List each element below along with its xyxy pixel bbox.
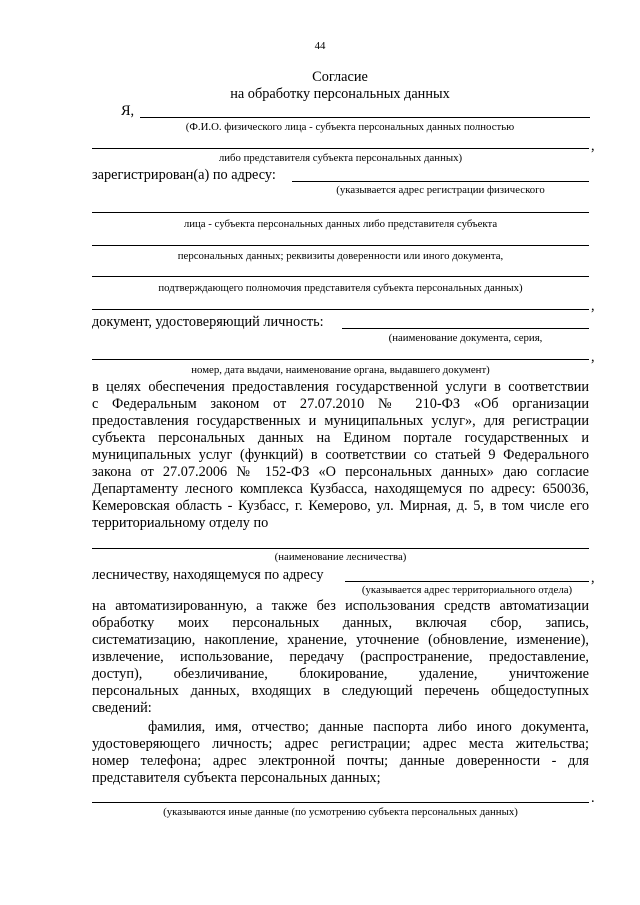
forestry-name-input-line[interactable]	[92, 548, 589, 549]
address-input-line-2[interactable]	[92, 212, 589, 213]
consent-line: Департаменту лесного комплекса Кузбасса, находящемуся по адресу: 650036,	[92, 481, 589, 497]
page-number: 44	[314, 40, 326, 52]
title-line-1: Согласие	[312, 69, 368, 85]
hint-document-1: (наименование документа, серия,	[388, 332, 543, 344]
processing-line: извлечение, использование, передачу (распространение, предоставление,	[92, 649, 589, 665]
fio-input-line-2[interactable]	[92, 148, 589, 149]
hint-address-3: персональных данных; реквизиты доверенности или иного документа,	[177, 250, 504, 262]
consent-line: субъекта персональных данных на Едином портале государственных и	[92, 430, 589, 446]
forestry-label: лесничеству, находящемуся по адресу	[92, 567, 324, 583]
consent-line: муниципальных услуг (функций) в соответствии со статьей 9 Федерального	[92, 447, 589, 463]
address-input-line-5[interactable]	[92, 309, 589, 310]
document-label: документ, удостоверяющий личность:	[92, 314, 324, 330]
consent-line: территориальному отделу по	[92, 515, 269, 531]
consent-line: предоставления государственных и муниципальных услуг», для регистрации	[92, 413, 589, 429]
address-input-line-3[interactable]	[92, 245, 589, 246]
data-list-line: удостоверяющего личность; адрес регистрации; адрес места жительства;	[92, 736, 589, 752]
comma: ,	[591, 570, 595, 586]
comma: ,	[591, 298, 595, 314]
consent-line: закона от 27.07.2006 № 152-ФЗ «О персональных данных» даю согласие	[92, 464, 589, 480]
consent-line: с Федеральным законом от 27.07.2010 № 210-ФЗ «Об организации	[92, 396, 589, 412]
data-list-line: номер телефона; адрес электронной почты; данные доверенности - для	[92, 753, 589, 769]
hint-address-1: (указывается адрес регистрации физического	[336, 184, 545, 196]
processing-line: систематизацию, накопление, хранение, уточнение (обновление, изменение),	[92, 632, 589, 648]
hint-fio-2: либо представителя субъекта персональных данных)	[218, 152, 463, 164]
title-line-2: на обработку персональных данных	[230, 86, 450, 102]
hint-address-2: лица - субъекта персональных данных либо представителя субъекта	[183, 218, 498, 230]
consent-line: Кемеровская область - Кузбасс, г. Кемерово, ул. Мирная, д. 5, в том числе его	[92, 498, 589, 514]
hint-document-2: номер, дата выдачи, наименование органа, выдавшего документ)	[191, 364, 490, 376]
hint-forestry: (наименование лесничества)	[274, 551, 407, 563]
fio-input-line[interactable]	[140, 117, 590, 118]
ya-label: Я,	[121, 103, 135, 119]
territorial-address-input-line[interactable]	[345, 581, 589, 582]
processing-line: сведений:	[92, 700, 152, 716]
address-input-line[interactable]	[292, 181, 589, 182]
document-input-line-2[interactable]	[92, 359, 589, 360]
consent-line: в целях обеспечения предоставления государственной услуги в соответствии	[92, 379, 589, 395]
address-input-line-4[interactable]	[92, 276, 589, 277]
period: .	[591, 790, 595, 806]
processing-line: обработку моих персональных данных, включая сбор, запись,	[92, 615, 589, 631]
data-list-line: представителя субъекта персональных данных;	[92, 770, 381, 786]
hint-territorial: (указывается адрес территориального отдела)	[361, 584, 573, 596]
hint-address-4: подтверждающего полномочия представителя субъекта персональных данных)	[158, 282, 523, 294]
other-data-input-line[interactable]	[92, 802, 589, 803]
registered-label: зарегистрирован(а) по адресу:	[92, 167, 276, 183]
processing-line: на автоматизированную, а также без использования средств автоматизации	[92, 598, 589, 614]
document-input-line[interactable]	[342, 328, 589, 329]
comma: ,	[591, 349, 595, 365]
hint-fio-1: (Ф.И.О. физического лица - субъекта персональных данных полностью	[185, 121, 515, 133]
comma: ,	[591, 138, 595, 154]
hint-other: (указываются иные данные (по усмотрению субъекта персональных данных)	[163, 806, 518, 818]
processing-line: доступ), обезличивание, блокирование, удаление, уничтожение	[92, 666, 589, 682]
data-list-line: фамилия, имя, отчество; данные паспорта либо иного документа,	[148, 719, 589, 735]
processing-line: персональных данных, входящих в следующий перечень общедоступных	[92, 683, 589, 699]
